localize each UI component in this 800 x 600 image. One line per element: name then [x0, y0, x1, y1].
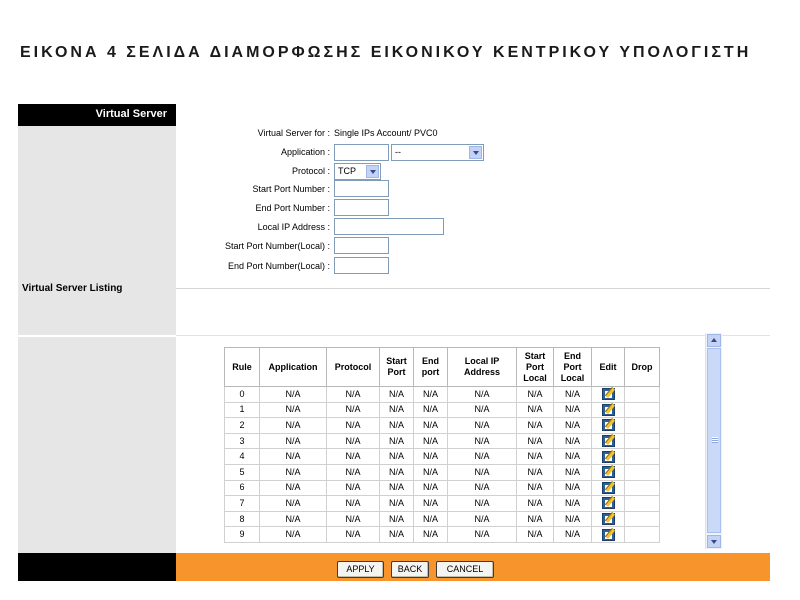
scroll-up-icon[interactable]	[707, 334, 721, 347]
cell-end-port: N/A	[414, 449, 448, 465]
chevron-down-icon	[469, 146, 482, 159]
cell-end-port-local: N/A	[554, 496, 592, 512]
cell-end-port-local: N/A	[554, 511, 592, 527]
end-port-input[interactable]	[334, 199, 389, 216]
end-port-local-label: End Port Number(Local) :	[227, 261, 330, 271]
cell-local-ip: N/A	[448, 418, 517, 434]
application-label: Application :	[280, 147, 330, 157]
edit-icon[interactable]	[602, 404, 615, 416]
cell-end-port-local: N/A	[554, 402, 592, 418]
virtual-server-table	[224, 347, 660, 543]
cell-application: N/A	[260, 480, 327, 496]
cell-protocol: N/A	[327, 418, 380, 434]
cell-start-port-local: N/A	[517, 387, 554, 403]
application-select[interactable]	[391, 144, 484, 161]
cell-edit	[592, 418, 625, 434]
cell-protocol: N/A	[327, 480, 380, 496]
cell-start-port-local: N/A	[517, 464, 554, 480]
divider	[176, 104, 770, 105]
cell-protocol: N/A	[327, 402, 380, 418]
cell-end-port: N/A	[414, 480, 448, 496]
edit-icon[interactable]	[602, 466, 615, 478]
cell-local-ip: N/A	[448, 527, 517, 543]
cell-protocol: N/A	[327, 527, 380, 543]
cell-rule: 9	[225, 527, 260, 543]
cell-rule: 1	[225, 402, 260, 418]
col-local-ip: Local IP Address	[448, 348, 517, 387]
cell-start-port-local: N/A	[517, 511, 554, 527]
table-row	[225, 496, 660, 512]
cell-end-port: N/A	[414, 418, 448, 434]
cell-start-port: N/A	[380, 402, 414, 418]
divider	[176, 288, 770, 289]
apply-button[interactable]: APPLY	[337, 561, 384, 578]
start-port-local-input[interactable]	[334, 237, 389, 254]
table-row	[225, 387, 660, 403]
cell-end-port-local: N/A	[554, 418, 592, 434]
edit-icon[interactable]	[602, 388, 615, 400]
divider	[176, 335, 770, 336]
cell-start-port-local: N/A	[517, 418, 554, 434]
cell-rule: 6	[225, 480, 260, 496]
cell-start-port: N/A	[380, 464, 414, 480]
cell-rule: 8	[225, 511, 260, 527]
cell-drop	[625, 418, 660, 434]
sidebar-header	[18, 104, 176, 126]
virtual-server-for-label: Virtual Server for :	[257, 128, 330, 138]
table-row	[225, 449, 660, 465]
cell-edit	[592, 433, 625, 449]
table-row	[225, 511, 660, 527]
cell-protocol: N/A	[327, 496, 380, 512]
protocol-label: Protocol :	[291, 166, 330, 176]
edit-icon[interactable]	[602, 482, 615, 494]
cell-application: N/A	[260, 496, 327, 512]
col-drop: Drop	[625, 348, 660, 387]
cell-local-ip: N/A	[448, 433, 517, 449]
cell-end-port-local: N/A	[554, 387, 592, 403]
edit-icon[interactable]	[602, 529, 615, 541]
cell-end-port: N/A	[414, 402, 448, 418]
cell-drop	[625, 449, 660, 465]
sidebar-panel	[18, 126, 176, 553]
cell-start-port-local: N/A	[517, 449, 554, 465]
cell-start-port: N/A	[380, 527, 414, 543]
edit-icon[interactable]	[602, 451, 615, 463]
cell-start-port-local: N/A	[517, 402, 554, 418]
col-edit: Edit	[592, 348, 625, 387]
figure-title: ΕΙΚΟΝΑ 4 ΣΕΛΙΔΑ ΔΙΑΜΟΡΦΩΣΗΣ ΕΙΚΟΝΙΚΟΥ ΚΕΝΤΡΙΚΟΥ ΥΠΟΛΟΓΙΣΤΗ	[20, 44, 752, 61]
start-port-label: Start Port Number :	[252, 184, 330, 194]
cell-rule: 3	[225, 433, 260, 449]
cell-application: N/A	[260, 402, 327, 418]
scroll-down-icon[interactable]	[707, 535, 721, 548]
table-row	[225, 402, 660, 418]
cell-application: N/A	[260, 433, 327, 449]
cell-application: N/A	[260, 387, 327, 403]
cell-edit	[592, 464, 625, 480]
table-row	[225, 418, 660, 434]
table-header-row	[225, 348, 660, 387]
cell-application: N/A	[260, 527, 327, 543]
protocol-select-value: TCP	[338, 166, 356, 176]
col-end-port: End port	[414, 348, 448, 387]
cell-drop	[625, 387, 660, 403]
cell-end-port-local: N/A	[554, 480, 592, 496]
cell-local-ip: N/A	[448, 496, 517, 512]
cell-end-port: N/A	[414, 387, 448, 403]
cell-application: N/A	[260, 511, 327, 527]
scroll-thumb[interactable]	[707, 348, 721, 533]
cell-edit	[592, 480, 625, 496]
local-ip-label: Local IP Address :	[257, 222, 330, 232]
application-select-value: --	[395, 147, 401, 157]
col-start-port-local: Start Port Local	[517, 348, 554, 387]
listing-title: Virtual Server Listing	[22, 283, 123, 294]
cell-rule: 5	[225, 464, 260, 480]
cell-end-port-local: N/A	[554, 527, 592, 543]
cell-end-port: N/A	[414, 496, 448, 512]
end-port-label: End Port Number :	[255, 203, 330, 213]
cell-drop	[625, 433, 660, 449]
cell-end-port-local: N/A	[554, 433, 592, 449]
cell-edit	[592, 449, 625, 465]
cell-local-ip: N/A	[448, 511, 517, 527]
cell-rule: 0	[225, 387, 260, 403]
cell-start-port-local: N/A	[517, 527, 554, 543]
cell-end-port-local: N/A	[554, 449, 592, 465]
virtual-server-for-value: Single IPs Account/ PVC0	[334, 128, 438, 138]
cell-drop	[625, 496, 660, 512]
col-protocol: Protocol	[327, 348, 380, 387]
listing-table	[224, 347, 660, 543]
cell-local-ip: N/A	[448, 402, 517, 418]
back-button[interactable]: BACK	[391, 561, 429, 578]
sidebar-divider	[18, 335, 176, 337]
sidebar-footer	[18, 553, 176, 581]
cell-rule: 7	[225, 496, 260, 512]
cell-rule: 4	[225, 449, 260, 465]
table-row	[225, 433, 660, 449]
cell-local-ip: N/A	[448, 464, 517, 480]
cell-protocol: N/A	[327, 449, 380, 465]
cell-start-port-local: N/A	[517, 496, 554, 512]
chevron-down-icon	[366, 165, 379, 178]
table-row	[225, 464, 660, 480]
cell-start-port: N/A	[380, 449, 414, 465]
cell-start-port: N/A	[380, 511, 414, 527]
cell-start-port: N/A	[380, 387, 414, 403]
end-port-local-input[interactable]	[334, 257, 389, 274]
cell-end-port: N/A	[414, 527, 448, 543]
col-rule: Rule	[225, 348, 260, 387]
application-input[interactable]	[334, 144, 389, 161]
col-end-port-local: End Port Local	[554, 348, 592, 387]
cell-application: N/A	[260, 464, 327, 480]
table-row	[225, 480, 660, 496]
cell-local-ip: N/A	[448, 449, 517, 465]
protocol-select[interactable]	[334, 163, 381, 180]
cell-protocol: N/A	[327, 433, 380, 449]
cell-end-port: N/A	[414, 433, 448, 449]
cell-protocol: N/A	[327, 464, 380, 480]
cell-edit	[592, 496, 625, 512]
local-ip-input[interactable]	[334, 218, 444, 235]
cell-start-port-local: N/A	[517, 433, 554, 449]
cell-local-ip: N/A	[448, 387, 517, 403]
cancel-button[interactable]: CANCEL	[436, 561, 494, 578]
cell-start-port-local: N/A	[517, 480, 554, 496]
cell-drop	[625, 402, 660, 418]
cell-edit	[592, 527, 625, 543]
cell-drop	[625, 464, 660, 480]
cell-application: N/A	[260, 418, 327, 434]
cell-end-port-local: N/A	[554, 464, 592, 480]
cell-drop	[625, 511, 660, 527]
cell-start-port: N/A	[380, 433, 414, 449]
cell-drop	[625, 527, 660, 543]
start-port-local-label: Start Port Number(Local) :	[224, 241, 330, 251]
cell-local-ip: N/A	[448, 480, 517, 496]
edit-icon[interactable]	[602, 513, 615, 525]
edit-icon[interactable]	[602, 419, 615, 431]
cell-protocol: N/A	[327, 511, 380, 527]
grip-icon	[712, 437, 718, 443]
section-title: Virtual Server	[95, 108, 167, 120]
table-row	[225, 527, 660, 543]
cell-start-port: N/A	[380, 418, 414, 434]
cell-end-port: N/A	[414, 511, 448, 527]
start-port-input[interactable]	[334, 180, 389, 197]
cell-end-port: N/A	[414, 464, 448, 480]
cell-drop	[625, 480, 660, 496]
cell-rule: 2	[225, 418, 260, 434]
listing-scrollbar[interactable]	[705, 333, 722, 549]
cell-start-port: N/A	[380, 496, 414, 512]
cell-start-port: N/A	[380, 480, 414, 496]
cell-edit	[592, 402, 625, 418]
cell-edit	[592, 511, 625, 527]
cell-protocol: N/A	[327, 387, 380, 403]
cell-edit	[592, 387, 625, 403]
edit-icon[interactable]	[602, 497, 615, 509]
edit-icon[interactable]	[602, 435, 615, 447]
col-application: Application	[260, 348, 327, 387]
col-start-port: Start Port	[380, 348, 414, 387]
cell-application: N/A	[260, 449, 327, 465]
